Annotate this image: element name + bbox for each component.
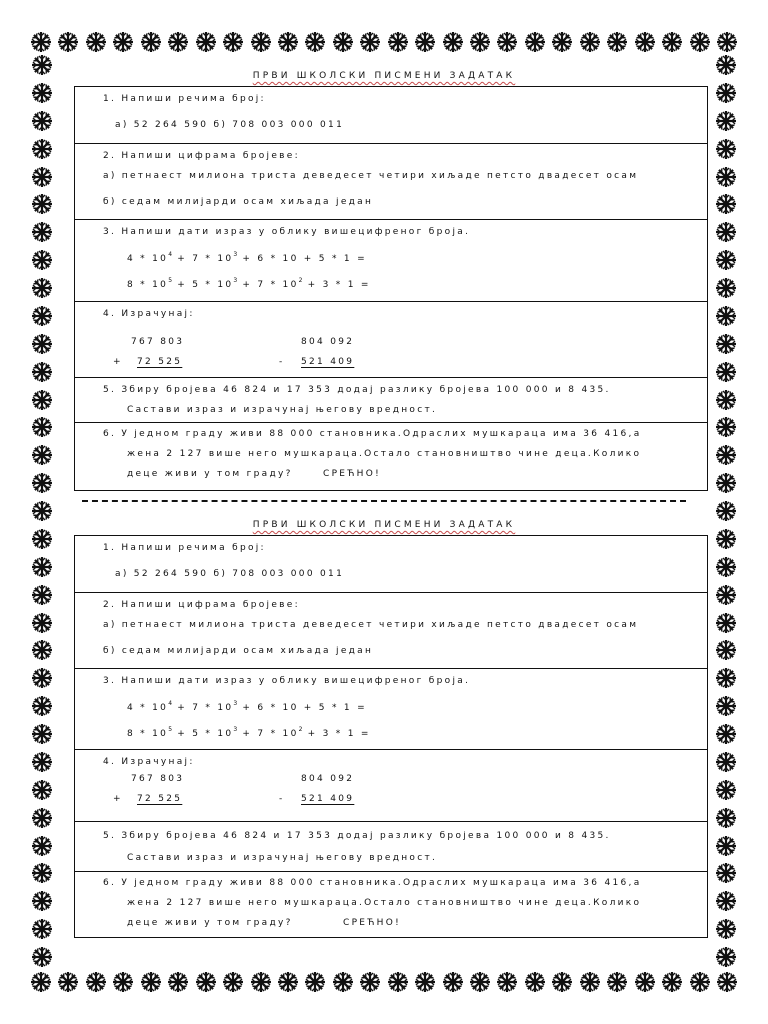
snowflake-icon bbox=[31, 667, 53, 689]
snowflake-icon bbox=[31, 138, 53, 160]
snowflake-icon bbox=[31, 305, 53, 327]
snowflake-icon bbox=[31, 361, 53, 383]
snowflake-icon bbox=[689, 31, 711, 53]
snowflake-icon bbox=[31, 249, 53, 271]
snowflake-icon bbox=[30, 31, 52, 53]
snowflake-icon bbox=[414, 31, 436, 53]
border-bottom bbox=[30, 970, 738, 994]
snowflake-icon bbox=[57, 31, 79, 53]
task-5 bbox=[75, 378, 707, 423]
task-6-line-1: 6. У једном граду живи 88 000 становника.Одраслих мушкараца има 36 416,а bbox=[103, 429, 642, 439]
snowflake-icon bbox=[359, 971, 381, 993]
snowflake-icon bbox=[715, 333, 737, 355]
task-3-expression-2: $8 * 10^5 + 5 * 10^3 + 7 * 10^2 + 3 * 1$ = bbox=[127, 277, 371, 290]
addition-top: 767 803 bbox=[131, 337, 185, 347]
snowflake-icon bbox=[31, 779, 53, 801]
snowflake-icon bbox=[167, 31, 189, 53]
subtraction-top: 804 092 bbox=[301, 337, 355, 347]
task-3-expression-2: $8 * 10^5 + 5 * 10^3 + 7 * 10^2 + 3 * 1$ = bbox=[127, 726, 371, 739]
task-4 bbox=[75, 302, 707, 378]
task-4 bbox=[75, 750, 707, 822]
task-5-line-2: Састави израз и израчунај његову вредност. bbox=[127, 405, 438, 415]
snowflake-icon bbox=[31, 193, 53, 215]
task-5-line-2: Састави израз и израчунај његову вредност. bbox=[127, 853, 438, 863]
task-1-numbers: а) 52 264 590 б) 708 003 000 011 bbox=[115, 569, 345, 579]
snowflake-icon bbox=[31, 807, 53, 829]
snowflake-icon bbox=[31, 890, 53, 912]
task-1-prompt: 1. Напиши речима број: bbox=[103, 94, 266, 104]
snowflake-icon bbox=[30, 971, 52, 993]
snowflake-icon bbox=[715, 835, 737, 857]
snowflake-icon bbox=[715, 918, 737, 940]
worksheet-table bbox=[74, 535, 708, 938]
snowflake-icon bbox=[414, 971, 436, 993]
snowflake-icon bbox=[606, 31, 628, 53]
task-3 bbox=[75, 669, 707, 750]
snowflake-icon bbox=[715, 779, 737, 801]
snowflake-icon bbox=[579, 971, 601, 993]
snowflake-icon bbox=[715, 584, 737, 606]
snowflake-icon bbox=[715, 612, 737, 634]
snowflake-icon bbox=[715, 890, 737, 912]
snowflake-icon bbox=[140, 31, 162, 53]
snowflake-icon bbox=[715, 807, 737, 829]
addition-top: 767 803 bbox=[131, 774, 185, 784]
snowflake-icon bbox=[715, 528, 737, 550]
task-2-prompt: 2. Напиши цифрама бројеве: bbox=[103, 600, 300, 610]
snowflake-icon bbox=[715, 138, 737, 160]
subtraction-bottom: 521 409 bbox=[301, 794, 355, 804]
snowflake-icon bbox=[31, 110, 53, 132]
snowflake-icon bbox=[31, 695, 53, 717]
subtraction-operator: - bbox=[279, 794, 285, 804]
task-2-item-b: б) седам милијарди осам хиљада један bbox=[103, 646, 374, 656]
snowflake-icon bbox=[31, 946, 53, 968]
snowflake-icon bbox=[31, 584, 53, 606]
snowflake-icon bbox=[716, 31, 738, 53]
task-1-prompt: 1. Напиши речима број: bbox=[103, 543, 266, 553]
snowflake-icon bbox=[715, 556, 737, 578]
snowflake-icon bbox=[112, 971, 134, 993]
task-6-line-3: деце живи у том граду? bbox=[127, 469, 293, 479]
border-left bbox=[30, 54, 54, 968]
snowflake-icon bbox=[387, 31, 409, 53]
snowflake-icon bbox=[661, 31, 683, 53]
snowflake-icon bbox=[715, 389, 737, 411]
task-5-line-1: 5. Збиру бројева 46 824 и 17 353 додај разлику бројева 100 000 и 8 435. bbox=[103, 385, 611, 395]
subtraction-top: 804 092 bbox=[301, 774, 355, 784]
task-3-expression-1: $4 * 10^4 + 7 * 10^3 + 6 * 10 + 5 * 1$ = bbox=[127, 700, 367, 713]
task-2-item-a: а) петнаест милиона триста деведесет четири хиљаде петсто двадесет осам bbox=[103, 620, 639, 630]
snowflake-icon bbox=[277, 971, 299, 993]
snowflake-icon bbox=[31, 333, 53, 355]
task-2-item-a: а) петнаест милиона триста деведесет четири хиљаде петсто двадесет осам bbox=[103, 171, 639, 181]
snowflake-icon bbox=[195, 31, 217, 53]
snowflake-icon bbox=[304, 31, 326, 53]
snowflake-icon bbox=[715, 221, 737, 243]
snowflake-icon bbox=[31, 723, 53, 745]
snowflake-icon bbox=[634, 971, 656, 993]
task-2-item-b: б) седам милијарди осам хиљада један bbox=[103, 197, 374, 207]
addition-operator: + bbox=[113, 794, 123, 804]
snowflake-icon bbox=[496, 31, 518, 53]
snowflake-icon bbox=[715, 110, 737, 132]
addition-bottom: 72 525 bbox=[137, 357, 183, 367]
task-1 bbox=[75, 87, 707, 144]
snowflake-icon bbox=[551, 31, 573, 53]
snowflake-icon bbox=[31, 166, 53, 188]
task-6-line-3: деце живи у том граду? bbox=[127, 918, 293, 928]
snowflake-icon bbox=[85, 31, 107, 53]
worksheet-table bbox=[74, 86, 708, 491]
subtraction-bottom: 521 409 bbox=[301, 357, 355, 367]
snowflake-icon bbox=[31, 639, 53, 661]
snowflake-icon bbox=[715, 639, 737, 661]
snowflake-icon bbox=[222, 31, 244, 53]
task-6 bbox=[75, 423, 707, 490]
snowflake-icon bbox=[31, 277, 53, 299]
task-3-prompt: 3. Напиши дати израз у облику вишецифреног броја. bbox=[103, 676, 471, 686]
task-2-prompt: 2. Напиши цифрама бројеве: bbox=[103, 151, 300, 161]
snowflake-icon bbox=[304, 971, 326, 993]
cut-line bbox=[82, 500, 686, 502]
snowflake-icon bbox=[715, 166, 737, 188]
task-4-prompt: 4. Израчунај: bbox=[103, 309, 195, 319]
subtraction-operator: - bbox=[279, 357, 285, 367]
snowflake-icon bbox=[195, 971, 217, 993]
task-6 bbox=[75, 872, 707, 939]
snowflake-icon bbox=[31, 221, 53, 243]
snowflake-icon bbox=[31, 472, 53, 494]
snowflake-icon bbox=[469, 31, 491, 53]
snowflake-icon bbox=[250, 31, 272, 53]
snowflake-icon bbox=[31, 751, 53, 773]
snowflake-icon bbox=[31, 918, 53, 940]
task-1 bbox=[75, 536, 707, 593]
snowflake-icon bbox=[715, 277, 737, 299]
task-3-expression-1: $4 * 10^4 + 7 * 10^3 + 6 * 10 + 5 * 1$ = bbox=[127, 251, 367, 264]
task-6-line-1: 6. У једном граду живи 88 000 становника.Одраслих мушкараца има 36 416,а bbox=[103, 878, 642, 888]
snowflake-icon bbox=[715, 361, 737, 383]
snowflake-icon bbox=[31, 612, 53, 634]
snowflake-icon bbox=[715, 416, 737, 438]
task-6-line-2: жена 2 127 више него мушкараца.Остало становништво чине деца.Колико bbox=[127, 449, 642, 459]
snowflake-icon bbox=[715, 667, 737, 689]
task-2 bbox=[75, 144, 707, 220]
snowflake-icon bbox=[524, 31, 546, 53]
snowflake-icon bbox=[715, 862, 737, 884]
snowflake-icon bbox=[31, 500, 53, 522]
snowflake-icon bbox=[57, 971, 79, 993]
snowflake-icon bbox=[31, 416, 53, 438]
snowflake-icon bbox=[715, 500, 737, 522]
snowflake-icon bbox=[689, 971, 711, 993]
snowflake-icon bbox=[716, 971, 738, 993]
snowflake-icon bbox=[715, 444, 737, 466]
snowflake-icon bbox=[551, 971, 573, 993]
addition-bottom: 72 525 bbox=[137, 794, 183, 804]
snowflake-icon bbox=[387, 971, 409, 993]
task-6-line-2: жена 2 127 више него мушкараца.Остало становништво чине деца.Колико bbox=[127, 898, 642, 908]
snowflake-icon bbox=[496, 971, 518, 993]
snowflake-icon bbox=[277, 31, 299, 53]
closing-greeting: СРЕЋНО! bbox=[343, 918, 402, 928]
snowflake-icon bbox=[140, 971, 162, 993]
snowflake-icon bbox=[31, 444, 53, 466]
worksheet-title: ПРВИ ШКОЛСКИ ПИСМЕНИ ЗАДАТАК bbox=[252, 71, 516, 81]
snowflake-icon bbox=[579, 31, 601, 53]
snowflake-icon bbox=[112, 31, 134, 53]
snowflake-icon bbox=[31, 82, 53, 104]
task-1-numbers: а) 52 264 590 б) 708 003 000 011 bbox=[115, 120, 345, 130]
snowflake-icon bbox=[715, 751, 737, 773]
snowflake-icon bbox=[715, 472, 737, 494]
snowflake-icon bbox=[167, 971, 189, 993]
border-right bbox=[714, 54, 738, 968]
snowflake-icon bbox=[31, 835, 53, 857]
snowflake-icon bbox=[661, 971, 683, 993]
snowflake-icon bbox=[442, 971, 464, 993]
snowflake-icon bbox=[715, 305, 737, 327]
snowflake-icon bbox=[715, 946, 737, 968]
snowflake-icon bbox=[31, 862, 53, 884]
border-top bbox=[30, 30, 738, 54]
snowflake-icon bbox=[606, 971, 628, 993]
snowflake-icon bbox=[715, 82, 737, 104]
snowflake-icon bbox=[469, 971, 491, 993]
task-3-prompt: 3. Напиши дати израз у облику вишецифреног броја. bbox=[103, 227, 471, 237]
task-5-line-1: 5. Збиру бројева 46 824 и 17 353 додај разлику бројева 100 000 и 8 435. bbox=[103, 831, 611, 841]
snowflake-icon bbox=[634, 31, 656, 53]
snowflake-icon bbox=[222, 971, 244, 993]
snowflake-icon bbox=[359, 31, 381, 53]
snowflake-icon bbox=[31, 389, 53, 411]
snowflake-icon bbox=[85, 971, 107, 993]
snowflake-icon bbox=[31, 556, 53, 578]
snowflake-icon bbox=[250, 971, 272, 993]
snowflake-icon bbox=[332, 971, 354, 993]
snowflake-icon bbox=[715, 695, 737, 717]
worksheet-title: ПРВИ ШКОЛСКИ ПИСМЕНИ ЗАДАТАК bbox=[252, 520, 516, 530]
task-2 bbox=[75, 593, 707, 669]
snowflake-icon bbox=[442, 31, 464, 53]
task-3 bbox=[75, 220, 707, 302]
task-5 bbox=[75, 822, 707, 872]
closing-greeting: СРЕЋНО! bbox=[323, 469, 382, 479]
snowflake-icon bbox=[524, 971, 546, 993]
task-4-prompt: 4. Израчунај: bbox=[103, 757, 195, 767]
snowflake-icon bbox=[31, 528, 53, 550]
snowflake-icon bbox=[715, 723, 737, 745]
snowflake-icon bbox=[332, 31, 354, 53]
addition-operator: + bbox=[113, 357, 123, 367]
snowflake-icon bbox=[715, 249, 737, 271]
snowflake-icon bbox=[715, 193, 737, 215]
